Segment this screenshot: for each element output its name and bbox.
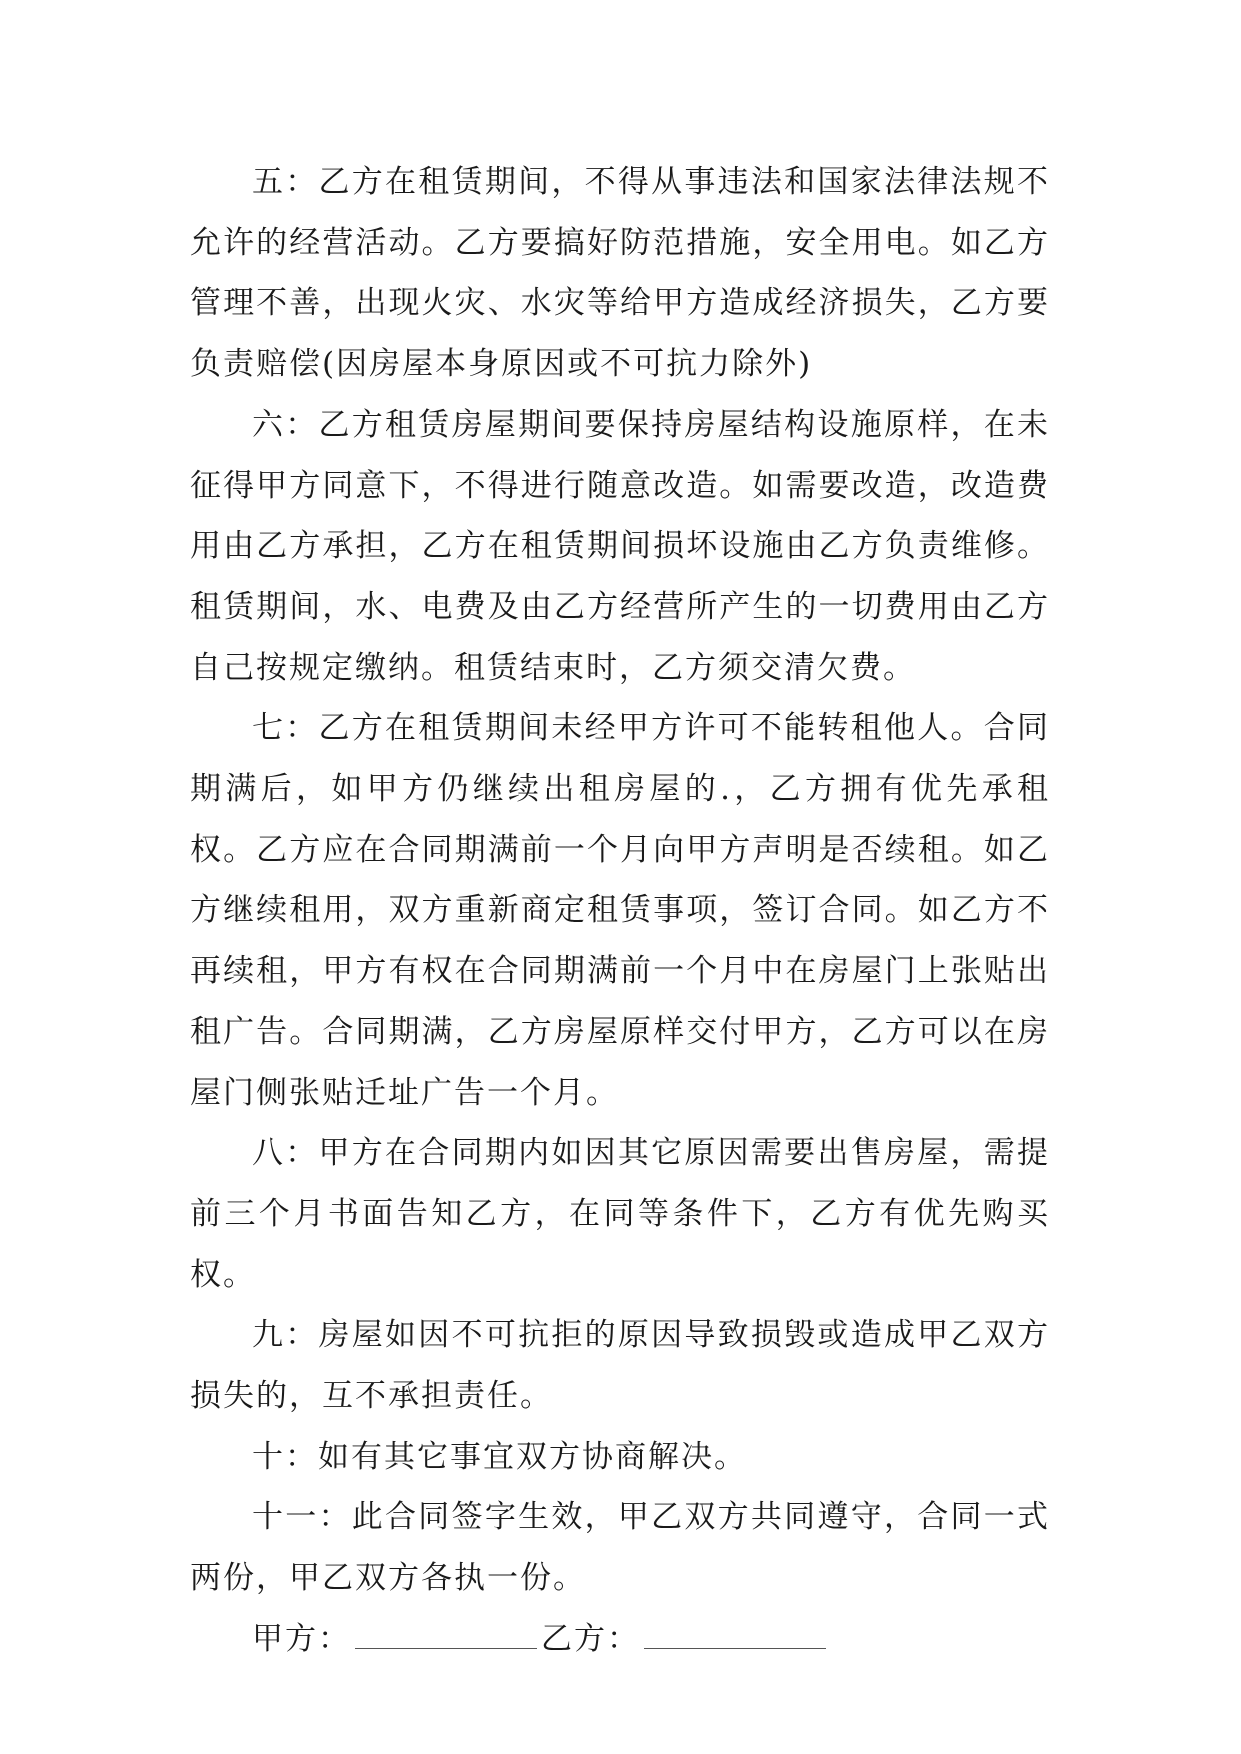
party-b-label: 乙方： bbox=[541, 1620, 640, 1657]
signature-line bbox=[190, 1609, 1050, 1670]
document-body bbox=[190, 152, 1050, 1670]
clause-seven: 七：乙方在租赁期间未经甲方许可不能转租他人。合同期满后，如甲方仍继续出租房屋的.，乙方拥有优先承租权。乙方应在合同期满前一个月向甲方声明是否续租。如乙方继续租用，双方重新商定租赁事项，签订合同。如乙方不再续租，甲方有权在合同期满前一个月中在房屋门上张贴出租广告。合同期满，乙方房屋原样交付甲方，乙方可以在房屋门侧张贴迁址广告一个月。 bbox=[190, 710, 1050, 1111]
party-a-signature-blank bbox=[355, 1620, 537, 1649]
clause-ten: 十：如有其它事宜双方协商解决。 bbox=[252, 1438, 747, 1475]
party-a-label: 甲方： bbox=[252, 1620, 351, 1657]
clause-eleven: 十一：此合同签字生效，甲乙双方共同遵守，合同一式两份，甲乙双方各执一份。 bbox=[190, 1499, 1050, 1597]
party-b-signature-blank bbox=[644, 1620, 826, 1649]
clause-six: 六：乙方租赁房屋期间要保持房屋结构设施原样，在未征得甲方同意下，不得进行随意改造。如需要改造，改造费用由乙方承担，乙方在租赁期间损坏设施由乙方负责维修。租赁期间，水、电费及由乙方经营所产生的一切费用由乙方自己按规定缴纳。租赁结束时，乙方须交清欠费。 bbox=[190, 406, 1050, 686]
clause-nine: 九：房屋如因不可抗拒的原因导致损毁或造成甲乙双方损失的，互不承担责任。 bbox=[190, 1317, 1050, 1415]
clause-five: 五：乙方在租赁期间，不得从事违法和国家法律法规不允许的经营活动。乙方要搞好防范措施，安全用电。如乙方管理不善，出现火灾、水灾等给甲方造成经济损失，乙方要负责赔偿(因房屋本身原因或不可抗力除外) bbox=[190, 164, 1050, 383]
clause-eight: 八：甲方在合同期内如因其它原因需要出售房屋，需提前三个月书面告知乙方，在同等条件下，乙方有优先购买权。 bbox=[190, 1135, 1050, 1293]
